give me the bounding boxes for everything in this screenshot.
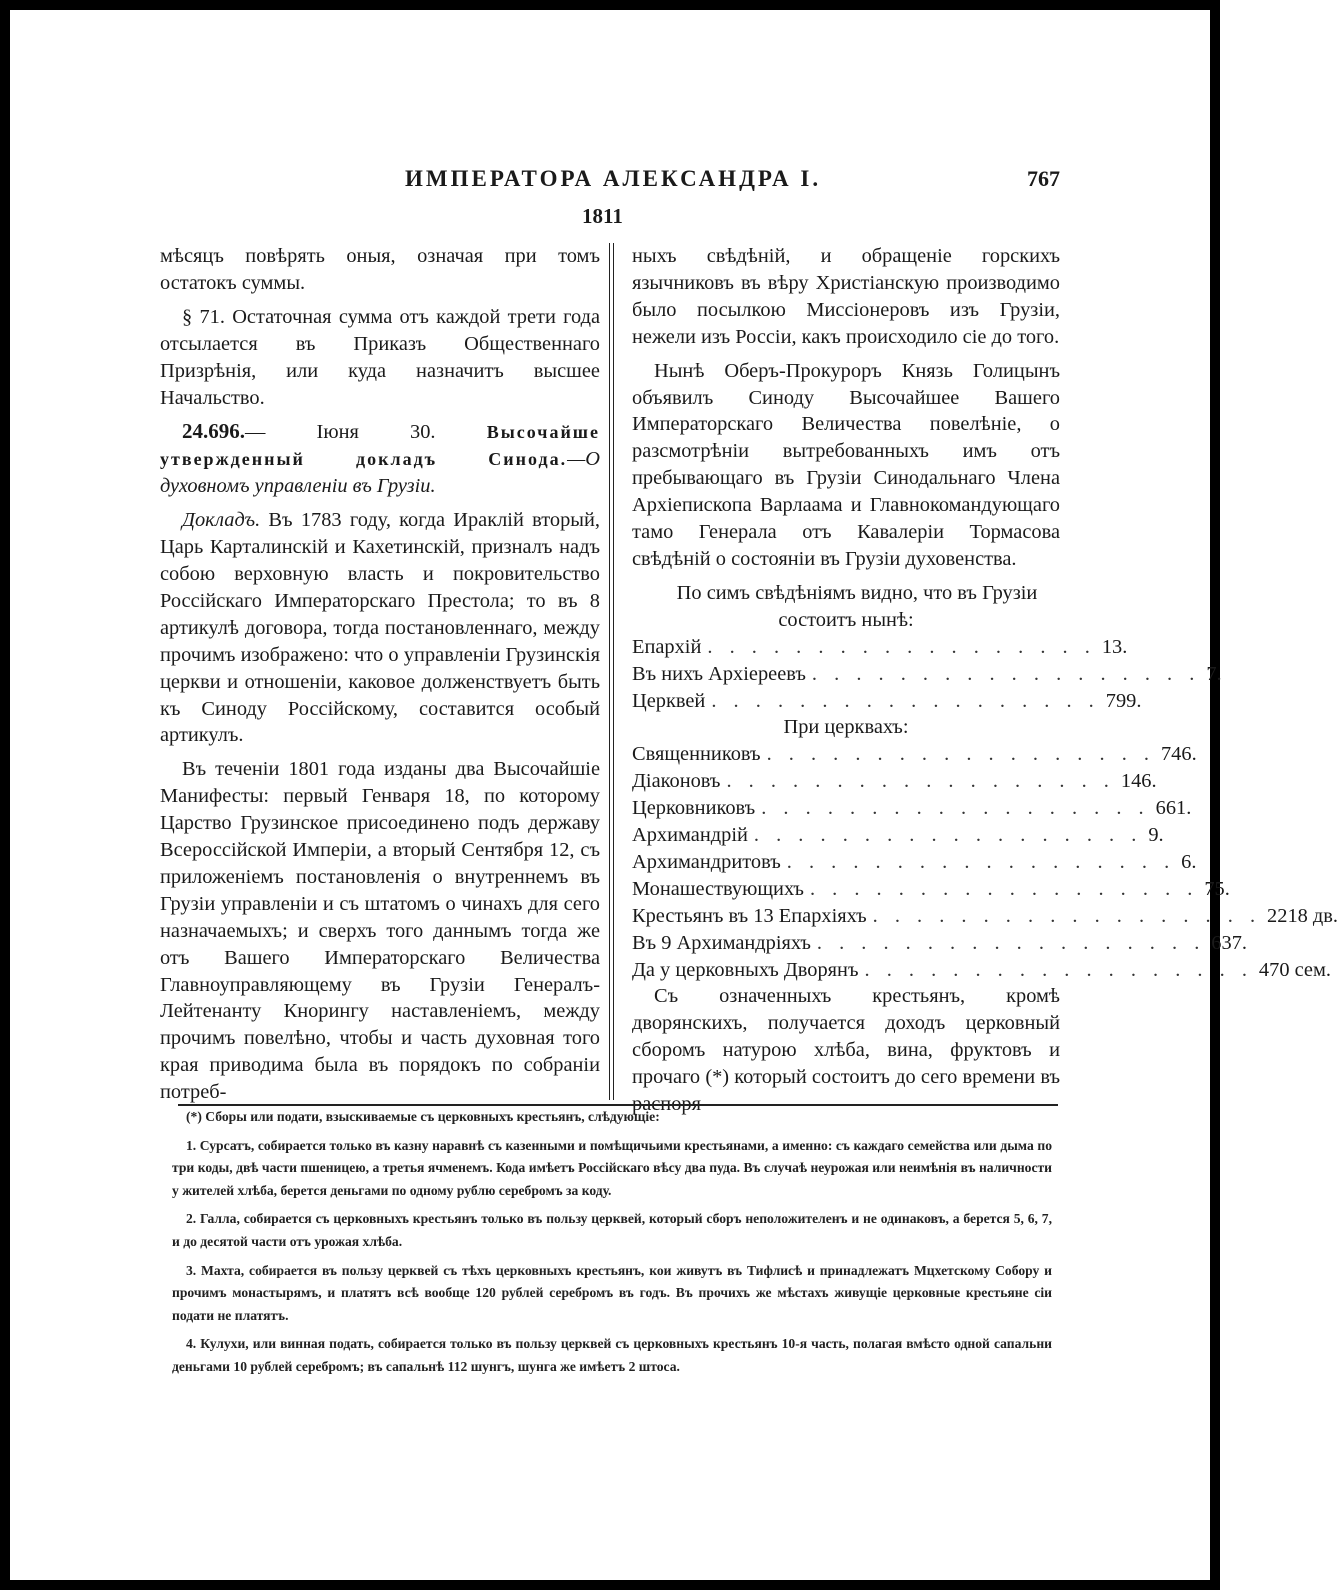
column-divider xyxy=(609,243,614,1100)
report-lead: Докладъ. xyxy=(182,509,261,532)
statistics-value: 9. xyxy=(1148,824,1164,847)
statistics-label: Священниковъ xyxy=(632,743,761,766)
statistics-row xyxy=(632,741,1197,768)
leader-dots: . . . . . . . . . . . . . . . . . . xyxy=(816,931,1206,954)
statistics-label: Крестьянъ въ 13 Епархіяхъ xyxy=(632,904,867,927)
leader-dots: . . . . . . . . . . . . . . . . . . xyxy=(753,824,1143,847)
statistics-row xyxy=(632,957,1331,984)
statistics-row xyxy=(632,903,1338,930)
decree-subject: —О духовномъ управленіи въ Грузіи. xyxy=(160,448,600,498)
footnote-3: 3. Махта, собирается въ пользу церквей съ тѣхъ церковныхъ крестьянъ, кои живутъ въ Тифлисѣ и принадлежатъ Мцхетскому Собору и прочимъ монастырямъ, и платятъ всѣ вообще 120 рублей серебромъ въ годъ. Въ прочихъ же мѣстахъ живущіе церковные крестьяне сіи подати не платятъ. xyxy=(172,1262,1052,1323)
statistics-intro: По симъ свѣдѣніямъ видно, что въ Грузіи состоитъ нынѣ: xyxy=(676,581,1038,631)
decree-date: — Іюня 30. xyxy=(245,421,487,444)
leader-dots: . . . . . . . . . . . . . . . . . . xyxy=(711,689,1100,712)
statistics-row xyxy=(632,930,1247,957)
statistics-value: 7. xyxy=(1206,662,1222,685)
paragraph-continuation: ныхъ свѣдѣній, и обращеніе горскихъ язычниковъ въ вѣру Христіанскую производимо было посылкою Миссіонеровъ изъ Грузіи, нежели изъ Россіи, какъ происходило сіе до того. xyxy=(632,245,1060,348)
page-number: 767 xyxy=(1027,166,1060,191)
statistics-label: Епархій xyxy=(632,635,702,658)
running-title: ИМПЕРАТОРА АЛЕКСАНДРА I. xyxy=(405,166,822,191)
statistics-row xyxy=(632,849,1197,876)
paragraph-report xyxy=(160,507,600,749)
footnote-intro: (*) Сборы или подати, взыскиваемые съ церковныхъ крестьянъ, слѣдующіе: xyxy=(186,1109,660,1124)
statistics-table-churches xyxy=(632,741,1338,983)
leader-dots: . . . . . . . . . . . . . . . . . . xyxy=(766,743,1155,766)
footnotes xyxy=(172,1106,1052,1385)
statistics-label: Монашествующихъ xyxy=(632,877,804,900)
footnote-1: 1. Сурсатъ, собирается только въ казну наравнѣ съ казенными и помѣщичьими крестьянами, а именно: съ каждаго семейства или дыма по три коды, двѣ части пшеницею, а третья ячменемъ. Кода имѣетъ Россійскаго вѣсу два пуда. Въ случаѣ неурожая или неимѣнія въ наличности у жителей хлѣба, берется деньгами по одному рублю серебромъ за коду. xyxy=(172,1137,1052,1198)
decree-number: 24.696. xyxy=(182,419,245,444)
statistics-label: Въ 9 Архимандріяхъ xyxy=(632,931,811,954)
leader-dots: . . . . . . . . . . . . . . . . . . xyxy=(726,770,1115,793)
statistics-row xyxy=(632,688,1142,715)
left-column xyxy=(160,243,600,1106)
statistics-row xyxy=(632,768,1157,795)
statistics-value: 146. xyxy=(1120,770,1157,793)
page-header xyxy=(160,166,1060,200)
statistics-row xyxy=(632,822,1164,849)
statistics-table-dioceses xyxy=(632,634,1222,715)
paragraph-section-71: § 71. Остаточная сумма отъ каждой трети года отсылается въ Приказъ Общественнаго Призрѣнія, или куда назначитъ высшее Начальство. xyxy=(160,305,600,409)
statistics-value: 6. xyxy=(1181,850,1197,873)
paragraph-ober-procurator: Нынѣ Оберъ-Прокуроръ Князь Голицынъ объявилъ Синоду Высочайшее Вашего Императорскаго Величества повелѣніе, о разсмотрѣніи вытребованныхъ имъ отъ пребывающаго въ Грузіи Синодальнаго Члена Архіепископа Варлаама и Главнокомандующаго тамо Генерала отъ Кавалеріи Тормасова свѣдѣній о состояніи въ Грузіи духовенства. xyxy=(632,359,1060,570)
paragraph-manifestos: Въ теченіи 1801 года изданы два Высочайшіе Манифесты: первый Генваря 18, по которому Царство Грузинское присоединено подъ державу Всероссійской Имперіи, а вторый Сентября 12, съ приложеніемъ постановленія о внутреннемъ въ Грузіи управленіи и съ штатомъ о чинахъ для сего назначаемыхъ; и сверхъ того даннымъ тогда же отъ Вашего Императорскаго Величества Главноуправляющему въ Грузіи Генералъ-Лейтенанту Кнорингу наставленіемъ, между прочимъ повелѣно, чтобы и часть духовная того края приводима была въ порядокъ по собраніи потреб- xyxy=(160,758,600,1104)
leader-dots: . . . . . . . . . . . . . . . . . . xyxy=(811,662,1201,685)
leader-dots: . . . . . . . . . . . . . . . . . . xyxy=(809,877,1199,900)
statistics-label: Архимандритовъ xyxy=(632,850,781,873)
decree-heading xyxy=(160,418,600,500)
statistics-row xyxy=(632,661,1222,688)
leader-dots: . . . . . . . . . . . . . . . . . . xyxy=(707,635,1096,658)
statistics-label: Діаконовъ xyxy=(632,770,721,793)
leader-dots: . . . . . . . . . . . . . . . . . . xyxy=(872,904,1262,927)
statistics-value: 746. xyxy=(1160,743,1197,766)
leader-dots: . . . . . . . . . . . . . . . . . . xyxy=(761,797,1150,820)
decree-title: Высочайше утвержденный докладъ Синода. xyxy=(160,422,600,470)
right-column xyxy=(632,243,1338,1118)
statistics-value: 13. xyxy=(1101,635,1128,658)
statistics-value: 470 сем. xyxy=(1258,958,1331,981)
paragraph: мѣсяцъ повѣрять оныя, означая при томъ остатокъ суммы. xyxy=(160,245,600,294)
leader-dots: . . . . . . . . . . . . . . . . . . xyxy=(786,850,1176,873)
footnote-4: 4. Кулухи, или винная подать, собирается только въ пользу церквей съ церковныхъ крестьянъ 10-я часть, полагая вмѣсто одной сапальни деньгами 10 рублей серебромъ; въ сапальнѣ 112 шунгъ, шунга же имѣетъ 2 штоса. xyxy=(172,1336,1052,1374)
statistics-value: 799. xyxy=(1105,689,1142,712)
footnote-2: 2. Галла, собирается съ церковныхъ крестьянъ только въ пользу церквей, который сборъ неположителенъ и не одинаковъ, а берется 5, 6, 7, и до десятой части отъ урожая хлѣба. xyxy=(172,1211,1052,1249)
statistics-value: 661. xyxy=(1155,797,1192,820)
leader-dots: . . . . . . . . . . . . . . . . . . xyxy=(864,958,1253,981)
statistics-value: 637. xyxy=(1211,931,1247,954)
report-text: Въ 1783 году, когда Ираклій вторый, Царь Карталинскій и Кахетинскій, призналъ надъ собою верховную власть и покровительство Россійскаго Императорскаго Престола; то въ 8 артикулѣ договора, тогда постановленнаго, между прочимъ изображено: что о управленіи Грузинскія церкви и отношеніи, каковое долженствуетъ быть къ Синоду Россійскому, составится особый артикулъ. xyxy=(160,509,600,747)
statistics-label: Церквей xyxy=(632,689,706,712)
statistics-subheading: При церквахъ: xyxy=(783,716,909,739)
statistics-row xyxy=(632,634,1128,661)
statistics-value: 2218 дв. xyxy=(1267,904,1338,927)
year-heading: 1811 xyxy=(582,204,623,228)
paragraph-revenue: Съ означенныхъ крестьянъ, кромѣ дворянскихъ, получается доходъ церковный сборомъ натурою хлѣба, вина, фруктовъ и прочаго (*) который состоитъ до сего времени въ распоря xyxy=(632,985,1060,1116)
statistics-label: Архимандрій xyxy=(632,824,748,847)
statistics-row xyxy=(632,795,1192,822)
statistics-row xyxy=(632,876,1230,903)
statistics-label: Да у церковныхъ Дворянъ xyxy=(632,958,859,981)
statistics-label: Въ нихъ Архіереевъ xyxy=(632,662,806,685)
statistics-label: Церковниковъ xyxy=(632,797,756,820)
statistics-value: 75. xyxy=(1204,877,1230,900)
